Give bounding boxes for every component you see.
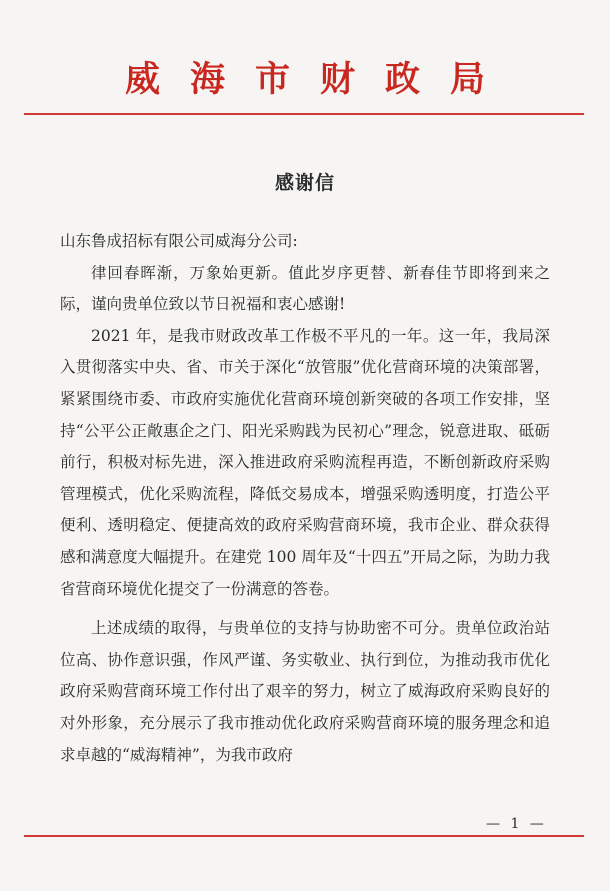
page-number: — 1 —	[486, 816, 547, 832]
salutation: 山东鲁成招标有限公司威海分公司:	[60, 232, 298, 250]
paragraph-2: 2021 年，是我市财政改革工作极不平凡的一年。这一年，我局深入贯彻落实中央、省、市关于深化“放管服”优化营商环境的决策部署，紧紧围绕市委、市政府实施优化营商环境创新突破的各项工作安排，坚持“公平公正敞惠企之门、阳光采购践为民初心”理念，锐意进取、砥砺前行，积极对标先进，深入推进政府采购流程再造，不断创新政府采购管理模式，优化采购流程，降低交易成本，增强采购透明度，打造公平便利、透明稳定、便捷高效的政府采购营商环境，我市企业、群众获得感和满意度大幅提升。在建党 100 周年及“十四五”开局之际，为助力我省营商环境优化提交了一份满意的答卷。	[60, 326, 550, 598]
letter-title: 感谢信	[274, 172, 335, 194]
header-rule	[24, 113, 584, 115]
letter-body	[60, 226, 550, 771]
paragraph-3: 上述成绩的取得，与贵单位的支持与协助密不可分。贵单位政治站位高、协作意识强，作风严谨、务实敬业、执行到位，为推动我市优化政府采购营商环境工作付出了艰辛的努力，树立了威海政府采购良好的对外形象，充分展示了我市推动优化政府采购营商环境的服务理念和追求卓越的“威海精神”，为我市政府	[60, 619, 550, 764]
footer-rule	[24, 835, 584, 837]
issuer-header: 威海市财政局	[124, 59, 515, 100]
paragraph-1: 律回春晖渐，万象始更新。值此岁序更替、新春佳节即将到来之际，谨向贵单位致以节日祝福和衷心感谢!	[60, 263, 550, 314]
